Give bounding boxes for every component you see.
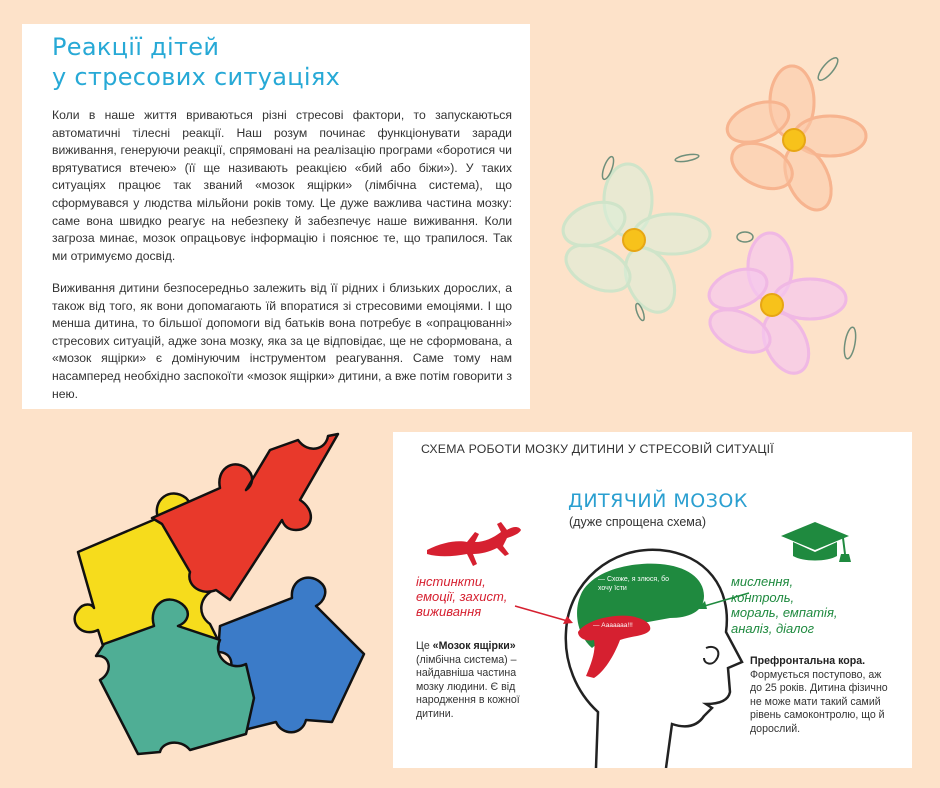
brain-subtitle: (дуже спрощена схема)	[569, 515, 706, 529]
cortex-note-rest: Формується поступово, аж до 25 років. Дитина фізично не може мати такий самий рівень самоконтролю, що й дорослий.	[750, 668, 888, 735]
flowers-illustration	[540, 40, 930, 380]
instincts-line-1: інстинкти,	[416, 574, 486, 589]
paragraph-1: Коли в наше життя вриваються різні стресові фактори, то запускаються автоматичні тілесні реакції. Наш розум починає функціонувати заради виживання, генеруючи реакції, спрямовані на реалізацію програми «боротися чи врятуватися втечею» (її ще називають реакцією «бий або біжи»). У таких ситуаціях працює так званий «мозок ящірки» (лімбічна система), що сформувався у людства мільйони років тому. Це дуже важлива частина мозку: саме вона швидко реагує на небезпеку й забезпечує наше виживання. Коли загроза минає, мозок опрацьовує інформацію і пояснює те, що трапилося. Так ми отримуємо досвід.	[52, 108, 512, 263]
lizard-note-bold: «Мозок ящірки»	[432, 640, 516, 652]
brain-title: ДИТЯЧИЙ МОЗОК	[568, 490, 748, 512]
lizard-brain-note	[416, 640, 534, 722]
thinking-line-2: контроль,	[731, 589, 795, 605]
prefrontal-cortex-note	[750, 655, 890, 737]
thinking-line-3: мораль, емпатія,	[731, 605, 838, 620]
head-illustration	[556, 532, 746, 768]
lizard-icon	[423, 512, 523, 572]
schema-card	[393, 432, 912, 768]
cortex-speech-text: — Схоже, я злюся, бо хочу їсти	[598, 576, 669, 592]
graduation-cap-icon	[779, 520, 859, 564]
green-flower	[557, 164, 710, 320]
article-title	[52, 32, 340, 92]
schema-heading: СХЕМА РОБОТИ МОЗКУ ДИТИНИ У СТРЕСОВІЙ СИТУАЦІЇ	[421, 442, 774, 456]
lizard-note-prefix: Це	[416, 640, 433, 652]
article-card	[22, 24, 530, 409]
peach-flower	[722, 66, 866, 217]
instincts-line-2: емоції, захист,	[416, 589, 508, 604]
paragraph-2: Виживання дитини безпосередньо залежить від її рідних і близьких дорослих, а також від того, як вони допомагають їй впоратися зі стресовими емоціями. І що менша дитина, то більшої допомоги від батьків вона потребує в «опрацюванні» стресових ситуацій, адже зона мозку, яка за це відповідає, ще не сформована, а «мозок ящірки» є домінуючим інструментом реагування. Саме тому нам насамперед необхідно заспокоїти «мозок ящірки» дитини, а вже потім говорити з нею.	[52, 281, 512, 401]
cortex-note-bold: Префронтальна кора.	[750, 655, 866, 667]
thinking-line-4: аналіз, діалог	[731, 620, 815, 636]
pink-flower	[703, 233, 846, 380]
puzzle-illustration	[70, 430, 380, 760]
title-line-1: Реакції дітей	[52, 33, 220, 61]
lizard-note-rest: (лімбічна система) – найдавніша частина мозку людини. Є від народження в кожної дитини.	[416, 653, 520, 720]
instincts-list	[416, 574, 541, 619]
title-line-2: у стресових ситуаціях	[52, 63, 341, 91]
instincts-line-3: виживання	[416, 604, 482, 619]
thinking-list	[731, 574, 906, 636]
lizard-speech-text: — Ааааааа!!!	[593, 622, 633, 629]
thinking-line-1: мислення,	[731, 574, 794, 589]
